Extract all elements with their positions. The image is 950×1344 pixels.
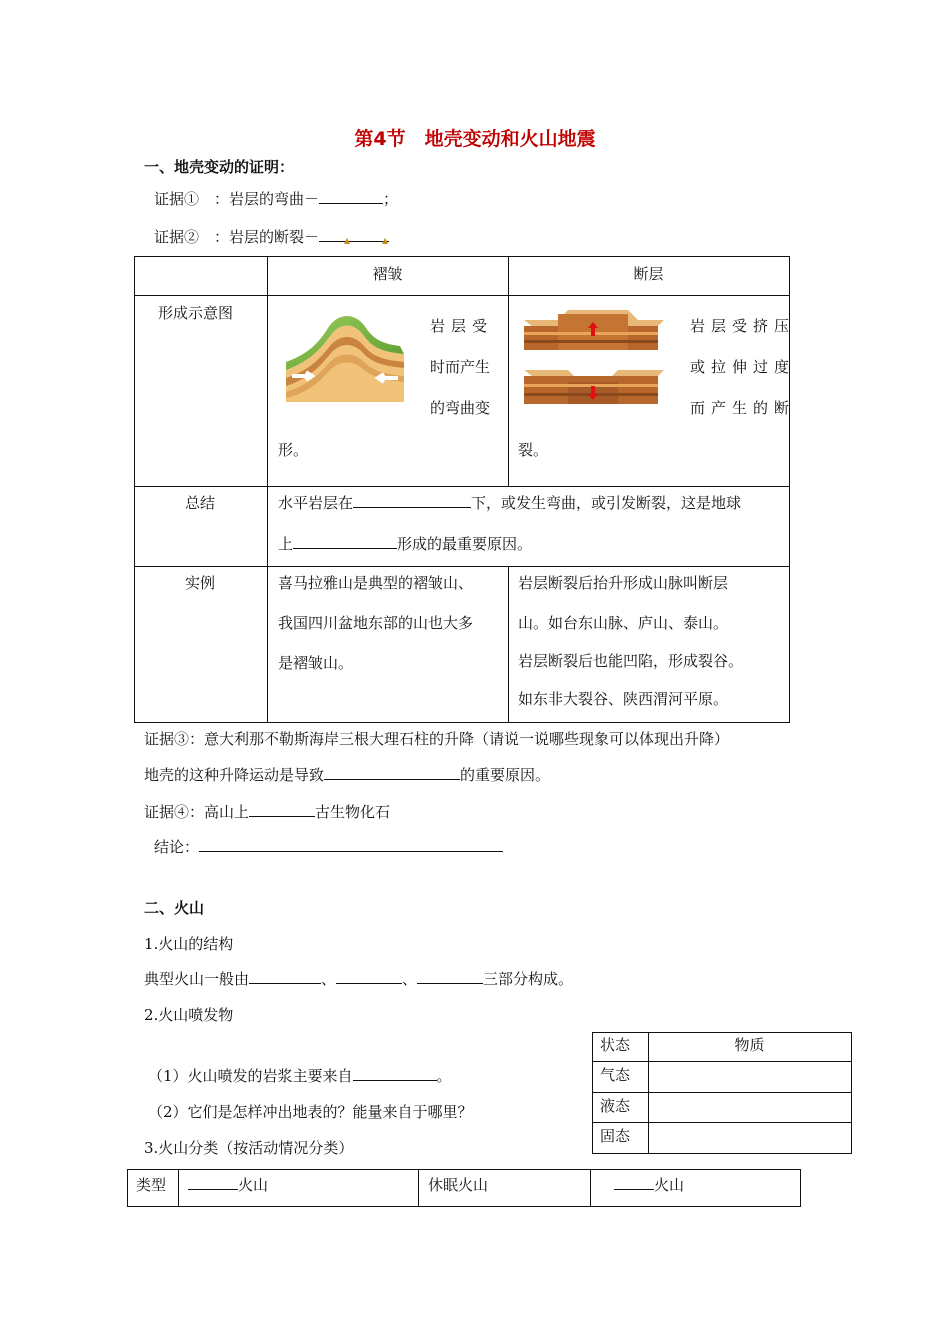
fault-example-line-4: 如东非大裂谷、陕西渭河平原。: [518, 690, 729, 708]
summary-text-c: 上: [278, 535, 294, 553]
type-col3-blank[interactable]: [614, 1175, 654, 1190]
row-diagram-label: 形成示意图: [158, 304, 234, 322]
evidence2-text: 证据② ：岩层的断裂－: [154, 228, 320, 246]
summary-line-2: [278, 533, 532, 554]
row-example-label: 实例: [185, 574, 216, 592]
evidence2-line: [154, 226, 389, 247]
summary-text-b: 下，或发生弯曲，或引发断裂，这是地球: [471, 494, 742, 512]
type-col1-blank[interactable]: [188, 1175, 238, 1190]
fold-desc-line-1: 岩层受: [430, 317, 494, 335]
eruption-products-subheading: 2.火山喷发物: [144, 1006, 234, 1024]
type-col3: [614, 1174, 684, 1195]
fault-example-line-1: 岩层断裂后抬升形成山脉叫断层: [518, 574, 729, 592]
fold-desc-line-2: 时而产生: [430, 358, 491, 376]
conclusion-blank[interactable]: [199, 837, 503, 852]
conclusion-label: 结论：: [154, 838, 200, 856]
structure-suffix: 三部分构成。: [483, 970, 574, 988]
q1-suffix: 。: [436, 1067, 452, 1085]
evidence4-line: [144, 801, 390, 822]
evidence3-text: 证据③：意大利那不勒斯海岸三根大理石柱的升降（请说一说哪些现象可以体现出升降）: [144, 730, 730, 748]
separator: 、: [402, 970, 418, 988]
fault-desc-line-1: 岩层受挤压: [690, 317, 796, 335]
structure-blank-3[interactable]: [417, 969, 483, 984]
fault-desc-line-2: 或拉伸过度: [690, 358, 796, 376]
fold-example-line-3: 是褶皱山。: [278, 654, 354, 672]
state-solid: 固态: [600, 1127, 631, 1145]
type-label: 类型: [136, 1176, 167, 1194]
structure-prefix: 典型火山一般由: [144, 970, 250, 988]
evidence4-suffix: 古生物化石: [315, 803, 391, 821]
type-col1-suffix: 火山: [238, 1176, 269, 1194]
section2-heading: 二、火山: [144, 899, 205, 917]
type-col3-suffix: 火山: [654, 1176, 685, 1194]
evidence1-line: [154, 188, 398, 209]
fold-example-line-2: 我国四川盆地东部的山也大多: [278, 614, 474, 632]
volcano-classification-subheading: 3.火山分类（按活动情况分类）: [144, 1139, 354, 1157]
summary-line-1: [278, 492, 741, 513]
evidence1-text: 证据① ：岩层的弯曲－: [154, 190, 320, 208]
page-title: 第4节 地壳变动和火山地震: [354, 128, 596, 150]
fold-example-line-1: 喜马拉雅山是典型的褶皱山、: [278, 574, 474, 592]
summary-blank-1[interactable]: [353, 493, 471, 508]
conclusion-line: [154, 836, 503, 857]
marker-dot: ▲: [344, 236, 351, 245]
evidence3-followup-prefix: 地壳的这种升降运动是导致: [144, 766, 325, 784]
summary-blank-2[interactable]: [293, 534, 397, 549]
separator: 、: [321, 970, 337, 988]
col-fault-header: 断层: [633, 265, 664, 283]
type-col2: 休眠火山: [428, 1176, 489, 1194]
fold-desc-end: 形。: [278, 441, 309, 459]
fault-diagram-illustration: [518, 298, 668, 410]
type-col1: [188, 1174, 268, 1195]
matter-header: 物质: [734, 1036, 765, 1054]
evidence1-blank[interactable]: [319, 189, 383, 204]
fault-desc-end: 裂。: [518, 441, 549, 459]
fault-example-line-2: 山。如台东山脉、庐山、泰山。: [518, 614, 729, 632]
fault-example-line-3: 岩层断裂后也能凹陷，形成裂谷。: [518, 652, 744, 670]
structure-blank-2[interactable]: [336, 969, 402, 984]
evidence1-suffix: ；: [383, 190, 399, 208]
state-gas: 气态: [600, 1066, 631, 1084]
volcano-structure-line: [144, 968, 573, 989]
fold-diagram-illustration: [282, 306, 408, 408]
marker-dot: ▲: [382, 236, 389, 245]
evidence3-followup-suffix: 的重要原因。: [460, 766, 551, 784]
summary-text-a: 水平岩层在: [278, 494, 354, 512]
summary-text-d: 形成的最重要原因。: [397, 535, 533, 553]
evidence2-blank[interactable]: [319, 227, 389, 242]
volcano-structure-subheading: 1.火山的结构: [144, 935, 234, 953]
state-liquid: 液态: [600, 1097, 631, 1115]
evidence3-followup: [144, 764, 550, 785]
section1-heading: 一、地壳变动的证明：: [144, 158, 295, 176]
structure-blank-1[interactable]: [249, 969, 321, 984]
q1-blank[interactable]: [353, 1066, 437, 1081]
fault-desc-line-3: 而产生的断: [690, 399, 796, 417]
question-2: （2）它们是怎样冲出地表的？能量来自于哪里？: [148, 1103, 473, 1121]
q1-prefix: （1）火山喷发的岩浆主要来自: [148, 1067, 353, 1085]
evidence4-blank[interactable]: [249, 802, 315, 817]
evidence3-blank[interactable]: [324, 765, 460, 780]
question-1: [148, 1065, 452, 1086]
fold-desc-line-3: 的弯曲变: [430, 399, 491, 417]
col-fold-header: 褶皱: [372, 265, 403, 283]
evidence4-prefix: 证据④：高山上: [144, 803, 250, 821]
row-summary-label: 总结: [185, 494, 216, 512]
state-header: 状态: [600, 1036, 631, 1054]
